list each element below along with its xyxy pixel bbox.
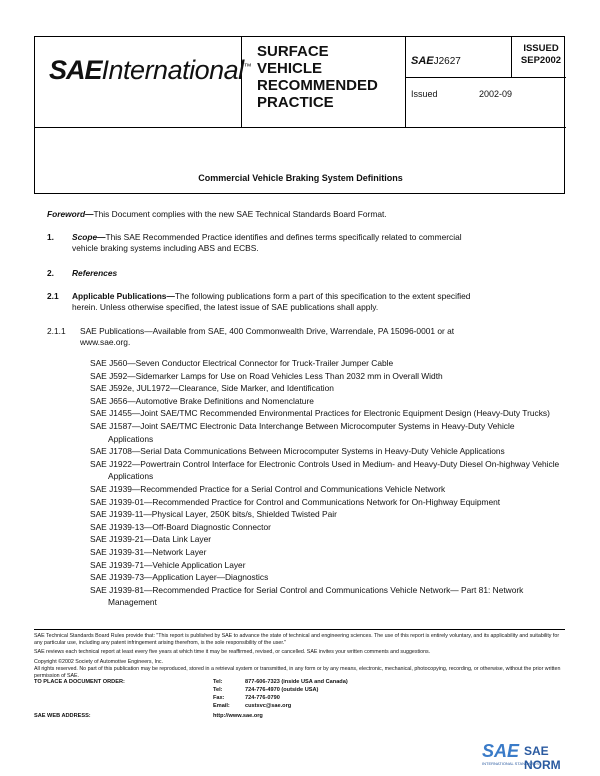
list-item: SAE J592—Sidemarker Lamps for Use on Road Vehicles Less Than 2032 mm in Overall Width <box>90 370 443 381</box>
list-item: SAE J1708—Serial Data Communications Between Microcomputer Systems in Heavy-Duty Vehicle Applications <box>90 446 505 457</box>
classification: SURFACE VEHICLE RECOMMENDED PRACTICE <box>257 43 378 111</box>
footer-rights-text: All rights reserved. No part of this publication may be reproduced, stored in a retrieval system or transmitted, in any form or by any means, electronic, mechanical, photocopying, recording, or otherwise, without the prior written permission of SAE. <box>34 666 561 679</box>
web-link[interactable]: http://www.sae.org <box>213 713 263 719</box>
list-item: SAE J1587—Joint SAE/TMC Electronic Data Interchange Between Microcomputer Systems in Heavy-Duty Vehicle Applications <box>90 420 515 444</box>
section-number: 2. <box>47 268 54 278</box>
footer-rules-text: SAE Technical Standards Board Rules provide that: "This report is published by SAE to advance the state of technical and engineering sciences. The use of this report is entirely voluntary, and its applicability and suitability for any particular use, including any patent infringement arising therefrom, is the sole responsibility of the user." <box>34 633 560 646</box>
list-item: SAE J1922—Powertrain Control Interface for Electronic Controls Used in Medium- and Heavy-Duty Diesel On-highway Vehicle Applications <box>90 458 560 482</box>
document-title: Commercial Vehicle Braking System Definitions <box>198 173 403 183</box>
list-item: SAE J1939-13—Off-Board Diagnostic Connector <box>90 521 271 532</box>
divider <box>511 37 512 77</box>
footer-review-text: SAE reviews each technical report at least every five years at which time it may be reaffirmed, revised, or cancelled. SAE invites your written comments and suggestions. <box>34 649 431 655</box>
order-label: TO PLACE A DOCUMENT ORDER: <box>34 679 125 685</box>
divider <box>405 77 566 78</box>
list-item: SAE J656—Automotive Brake Definitions and Nomenclature <box>90 395 314 406</box>
list-item: SAE J1939-01—Recommended Practice for Control and Communications Network for On-Highway Equipment <box>90 496 501 507</box>
sae-international-logo: SAEInternational™ <box>49 55 252 85</box>
contact-value: 877-606-7323 (inside USA and Canada) <box>245 679 348 685</box>
reference-list <box>90 357 560 609</box>
document-number: SAEJ2627 <box>411 55 461 67</box>
references-heading: References <box>72 268 118 278</box>
list-item: SAE J1455—Joint SAE/TMC Recommended Environmental Practices for Electronic Equipment Design (Heavy-Duty Trucks) <box>90 408 550 419</box>
web-label: SAE WEB ADDRESS: <box>34 713 91 719</box>
applicable-publications-paragraph: Applicable Publications—The following publications form a part of this specification to the extent specified herein. Unless otherwise specified, the latest issue of SAE publications shall apply. <box>72 291 471 312</box>
list-item: SAE J1939-11—Physical Layer, 250K bits/s, Shielded Twisted Pair <box>90 509 337 520</box>
list-item: SAE J592e, JUL1972—Clearance, Side Marker, and Identification <box>90 383 334 394</box>
contact-value: 724-776-0790 <box>245 695 280 701</box>
list-item: SAE J1939-31—Network Layer <box>90 546 207 557</box>
section-number: 2.1.1 <box>47 326 66 336</box>
issued-box: ISSUED SEP2002 <box>520 43 562 66</box>
section-number: 1. <box>47 232 54 242</box>
footer-divider <box>34 629 565 630</box>
contact-label: Tel: <box>213 679 223 685</box>
contact-value: 724-776-4970 (outside USA) <box>245 687 319 693</box>
list-item: SAE J1939-71—Vehicle Application Layer <box>90 559 246 570</box>
email-link[interactable]: custsvc@sae.org <box>245 703 292 709</box>
sae-publications-paragraph: SAE Publications—Available from SAE, 400 Commonwealth Drive, Warrendale, PA 15096-0001 or at www.sae.org. <box>80 326 455 347</box>
list-item: SAE J1939-81—Recommended Practice for Serial Control and Communications Vehicle Network— Part 81: Network Management <box>90 584 524 608</box>
list-item: SAE J1939—Recommended Practice for a Serial Control and Communications Vehicle Network <box>90 483 446 494</box>
contact-label: Email: <box>213 703 230 709</box>
issued-date-row: Issued 2002-09 <box>411 89 513 99</box>
list-item: SAE J1939-21—Data Link Layer <box>90 534 212 545</box>
scope-paragraph: Scope—This SAE Recommended Practice identifies and defines terms specifically related to commercial vehicle braking systems including ABS and ECBS. <box>72 232 462 253</box>
list-item: SAE J560—Seven Conductor Electrical Connector for Truck-Trailer Jumper Cable <box>90 358 394 368</box>
footer-copyright: Copyright ©2002 Society of Automotive Engineers, Inc. <box>34 659 164 665</box>
divider <box>35 127 566 128</box>
contact-label: Fax: <box>213 695 225 701</box>
section-number: 2.1 <box>47 291 59 301</box>
foreword-paragraph: Foreword—This Document complies with the new SAE Technical Standards Board Format. <box>47 209 387 219</box>
contact-label: Tel: <box>213 687 223 693</box>
header-box <box>34 36 565 194</box>
sae-norm-stamp: SAE SAE NORM INTERNATIONAL STANDARDS <box>482 741 561 772</box>
list-item: SAE J1939-73—Application Layer—Diagnostics <box>90 572 269 583</box>
